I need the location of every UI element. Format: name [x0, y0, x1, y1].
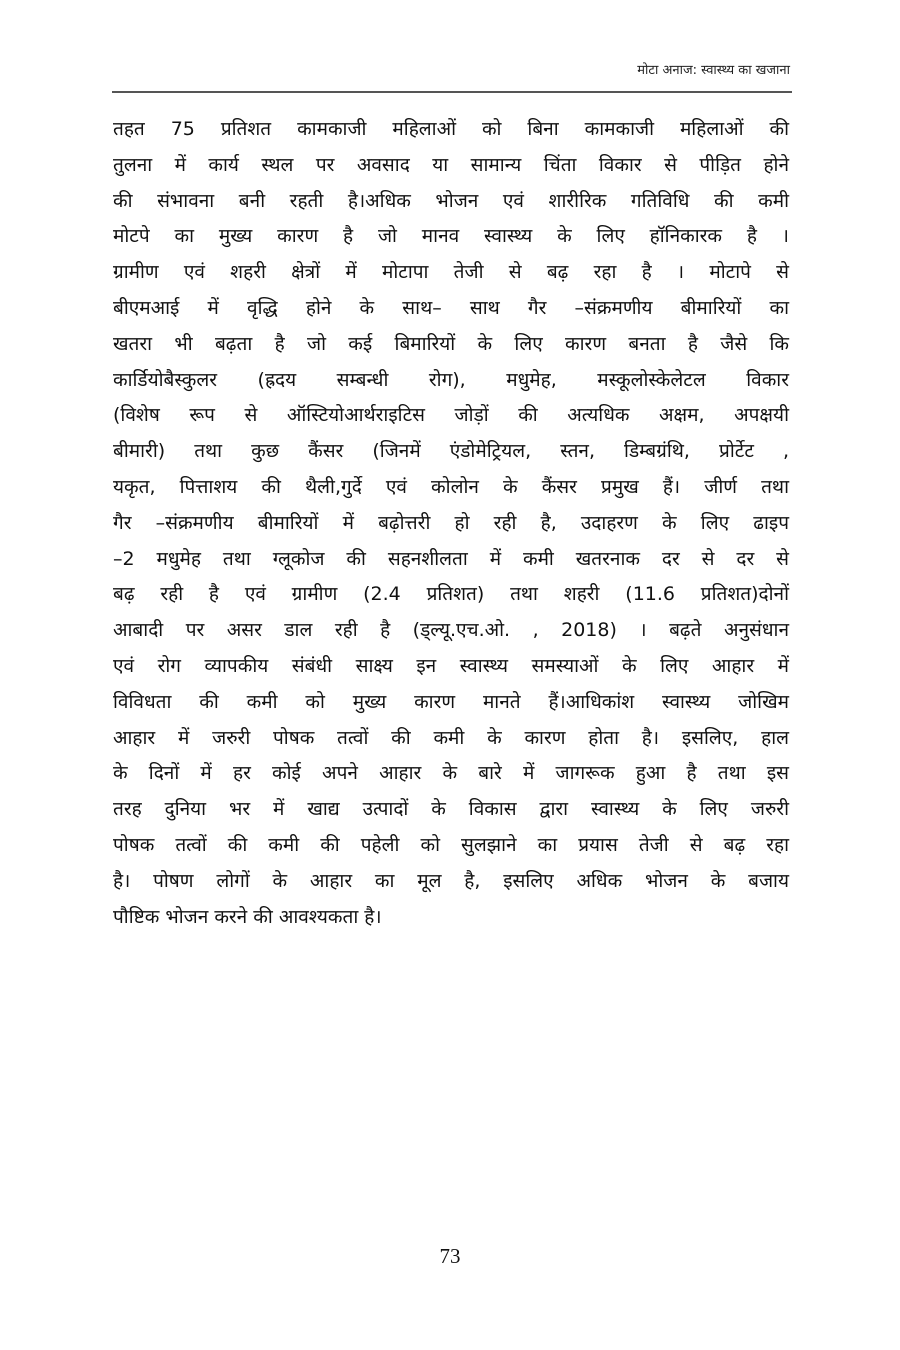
paragraph-line: खतरा भी बढ़ता है जो कई बिमारियों के लिए कारण बनता है जैसे कि	[113, 332, 789, 355]
paragraph-line: –2 मधुमेह तथा ग्लूकोज की सहनशीलता में कमी खतरनाक दर से दर से	[113, 547, 789, 570]
paragraph-line: विविधता की कमी को मुख्य कारण मानते हैं।आधिकांश स्वास्थ्य जोखिम	[113, 690, 789, 713]
header-divider	[112, 91, 792, 93]
paragraph-line: तुलना में कार्य स्थल पर अवसाद या सामान्य चिंता विकार से पीड़ित होने	[113, 153, 789, 176]
paragraph-line: पोषक तत्वों की कमी की पहेली को सुलझाने का प्रयास तेजी से बढ़ रहा	[113, 833, 789, 856]
paragraph-line: तहत 75 प्रतिशत कामकाजी महिलाओं को बिना कामकाजी महिलाओं की	[113, 118, 789, 140]
paragraph-line: यकृत, पित्ताशय की थैली,गुर्दे एवं कोलोन के कैंसर प्रमुख हैं। जीर्ण तथा	[113, 475, 789, 498]
paragraph-line: एवं रोग व्यापकीय संबंधी साक्ष्य इन स्वास्थ्य समस्याओं के लिए आहार में	[113, 654, 789, 677]
body-paragraph	[113, 112, 789, 935]
paragraph-line: गैर –संक्रमणीय बीमारियों में बढ़ोत्तरी हो रही है, उदाहरण के लिए ढाइप	[113, 511, 789, 534]
page-number: 73	[439, 1244, 461, 1268]
paragraph-line: ग्रामीण एवं शहरी क्षेत्रों में मोटापा तेजी से बढ़ रहा है । मोटापे से	[113, 261, 789, 284]
paragraph-line: कार्डियोबैस्कुलर (ह्रदय सम्बन्धी रोग), मधुमेह, मस्कूलोस्केलेटल विकार	[113, 368, 789, 391]
paragraph-line: मोटपे का मुख्य कारण है जो मानव स्वास्थ्य के लिए हॉनिकारक है ।	[113, 225, 789, 248]
paragraph-line: पौष्टिक भोजन करने की आवश्यकता है।	[113, 905, 382, 928]
paragraph-line: के दिनों में हर कोई अपने आहार के बारे में जागरूक हुआ है तथा इस	[113, 762, 789, 785]
paragraph-line: की संभावना बनी रहती है।अधिक भोजन एवं शारीरिक गतिविधि की कमी	[113, 189, 789, 212]
paragraph-line: बीएमआई में वृद्धि होने के साथ– साथ गैर –संक्रमणीय बीमारियों का	[113, 296, 789, 319]
paragraph-line: आहार में जरुरी पोषक तत्वों की कमी के कारण होता है। इसलिए, हाल	[113, 726, 789, 749]
paragraph-line: आबादी पर असर डाल रही है (ड्ल्यू.एच.ओ. , 2018) । बढ़ते अनुसंधान	[113, 619, 789, 642]
paragraph-line: तरह दुनिया भर में खाद्य उत्पादों के विकास द्वारा स्वास्थ्य के लिए जरुरी	[113, 798, 789, 821]
paragraph-line: बढ़ रही है एवं ग्रामीण (2.4 प्रतिशत) तथा शहरी (11.6 प्रतिशत)दोनों	[113, 583, 789, 606]
paragraph-line: है। पोषण लोगों के आहार का मूल है, इसलिए अधिक भोजन के बजाय	[113, 869, 789, 892]
paragraph-line: बीमारी) तथा कुछ कैंसर (जिनमें एंडोमेट्रियल, स्तन, डिम्बग्रंथि, प्रोर्टेट ,	[113, 440, 789, 463]
running-header-title: मोटा अनाज: स्वास्थ्य का खजाना	[637, 63, 790, 78]
paragraph-line: (विशेष रूप से ऑस्टियोआर्थराइटिस जोड़ों की अत्यधिक अक्षम, अपक्षयी	[113, 404, 789, 427]
